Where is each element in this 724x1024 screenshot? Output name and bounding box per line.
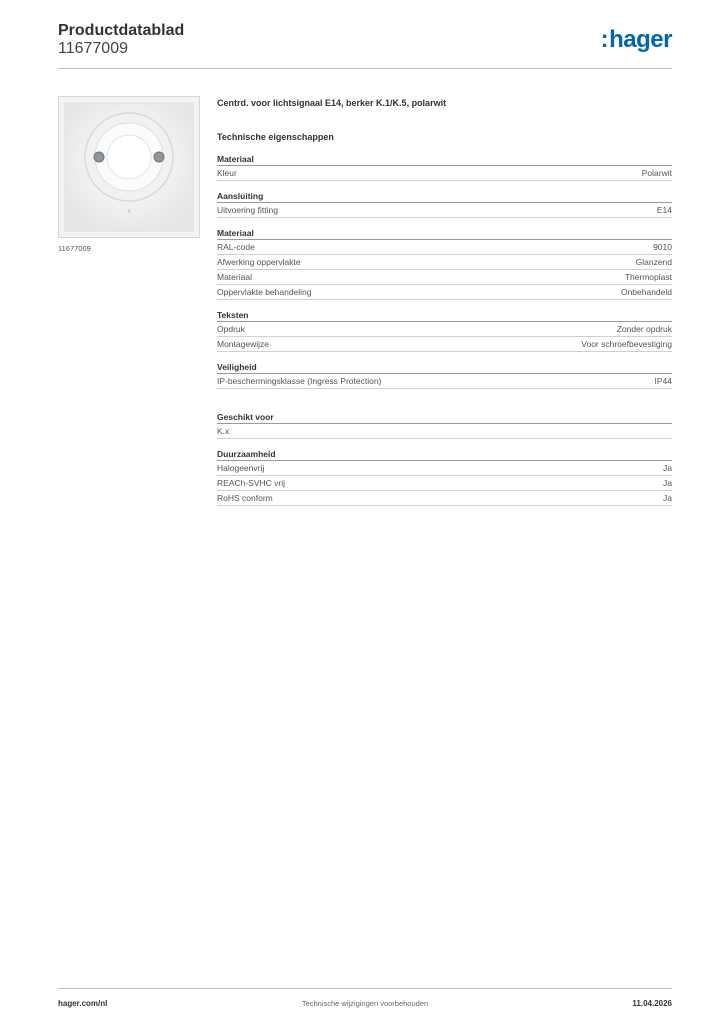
- footer-note: Technische wijzigingen voorbehouden: [301, 999, 429, 1008]
- logo-text: hager: [609, 26, 672, 53]
- spec-value: E14: [656, 205, 672, 215]
- image-caption: 11677009: [58, 244, 91, 253]
- spec-group: [217, 361, 672, 389]
- spec-label: Halogeenvrij: [217, 463, 265, 473]
- spec-label: REACh-SVHC vrij: [217, 478, 286, 488]
- properties-heading: Technische eigenschappen: [217, 132, 334, 142]
- spec-row: [217, 285, 672, 300]
- spec-row: [217, 240, 672, 255]
- spec-row: [217, 322, 672, 337]
- logo-colon-icon: :: [600, 26, 609, 53]
- spec-row: [217, 374, 672, 389]
- spec-label: Uitvoering fitting: [217, 205, 278, 215]
- spec-row: [217, 476, 672, 491]
- group-title: Veiligheid: [217, 361, 672, 374]
- spec-value: Ja: [663, 463, 672, 473]
- group-title: Geschikt voor: [217, 411, 672, 424]
- spec-row: [217, 270, 672, 285]
- spec-label: Oppervlakte behandeling: [217, 287, 312, 297]
- spec-content: [217, 96, 672, 506]
- spec-row: [217, 203, 672, 218]
- page-header: [58, 22, 672, 69]
- spec-label: Kleur: [217, 168, 237, 178]
- page-footer: [58, 988, 672, 1013]
- cover-plate-icon: [63, 101, 195, 233]
- spec-label: Opdruk: [217, 324, 245, 334]
- spec-value: Glanzend: [635, 257, 672, 267]
- group-title: Materiaal: [217, 153, 672, 166]
- spec-value: Thermoplast: [624, 272, 672, 282]
- spec-value: Onbehandeld: [620, 287, 672, 297]
- spec-group: [217, 411, 672, 439]
- document-number: 11677009: [58, 40, 128, 57]
- spec-value: Ja: [663, 478, 672, 488]
- spec-group: [217, 190, 672, 218]
- spec-row: [217, 424, 672, 439]
- spec-label: IP-beschermingsklasse (Ingress Protection): [217, 376, 382, 386]
- spec-label: Afwerking oppervlakte: [217, 257, 301, 267]
- group-title: Teksten: [217, 309, 672, 322]
- spec-label: K.x: [217, 426, 230, 436]
- spec-value: Ja: [663, 493, 672, 503]
- spec-group: [217, 309, 672, 352]
- group-title: Materiaal: [217, 227, 672, 240]
- spec-group: [217, 153, 672, 181]
- spec-group: [217, 227, 672, 300]
- spec-group: [217, 448, 672, 506]
- spec-value: IP44: [654, 376, 672, 386]
- document-title: Productdatablad: [58, 22, 185, 39]
- product-description: Centrd. voor lichtsignaal E14, berker K.1/K.5, polarwit: [217, 98, 447, 108]
- hager-logo: [601, 26, 672, 54]
- spec-value: Voor schroefbevestiging: [581, 339, 672, 349]
- spec-value: Zonder opdruk: [616, 324, 672, 334]
- spec-label: Materiaal: [217, 272, 252, 282]
- spec-row: [217, 461, 672, 476]
- group-title: Duurzaamheid: [217, 448, 672, 461]
- spec-value: Polarwit: [641, 168, 672, 178]
- group-title: Aansluiting: [217, 190, 672, 203]
- spec-label: Montagewijze: [217, 339, 269, 349]
- spec-row: [217, 166, 672, 181]
- footer-date: 11.04.2026: [632, 999, 672, 1008]
- spec-label: RAL-code: [217, 242, 255, 252]
- spec-row: [217, 255, 672, 270]
- spec-row: [217, 337, 672, 352]
- product-image: [58, 96, 200, 238]
- spec-label: RoHS conform: [217, 493, 273, 503]
- spec-row: [217, 491, 672, 506]
- spec-value: 9010: [653, 242, 672, 252]
- footer-website-link[interactable]: hager.com/nl: [58, 999, 108, 1008]
